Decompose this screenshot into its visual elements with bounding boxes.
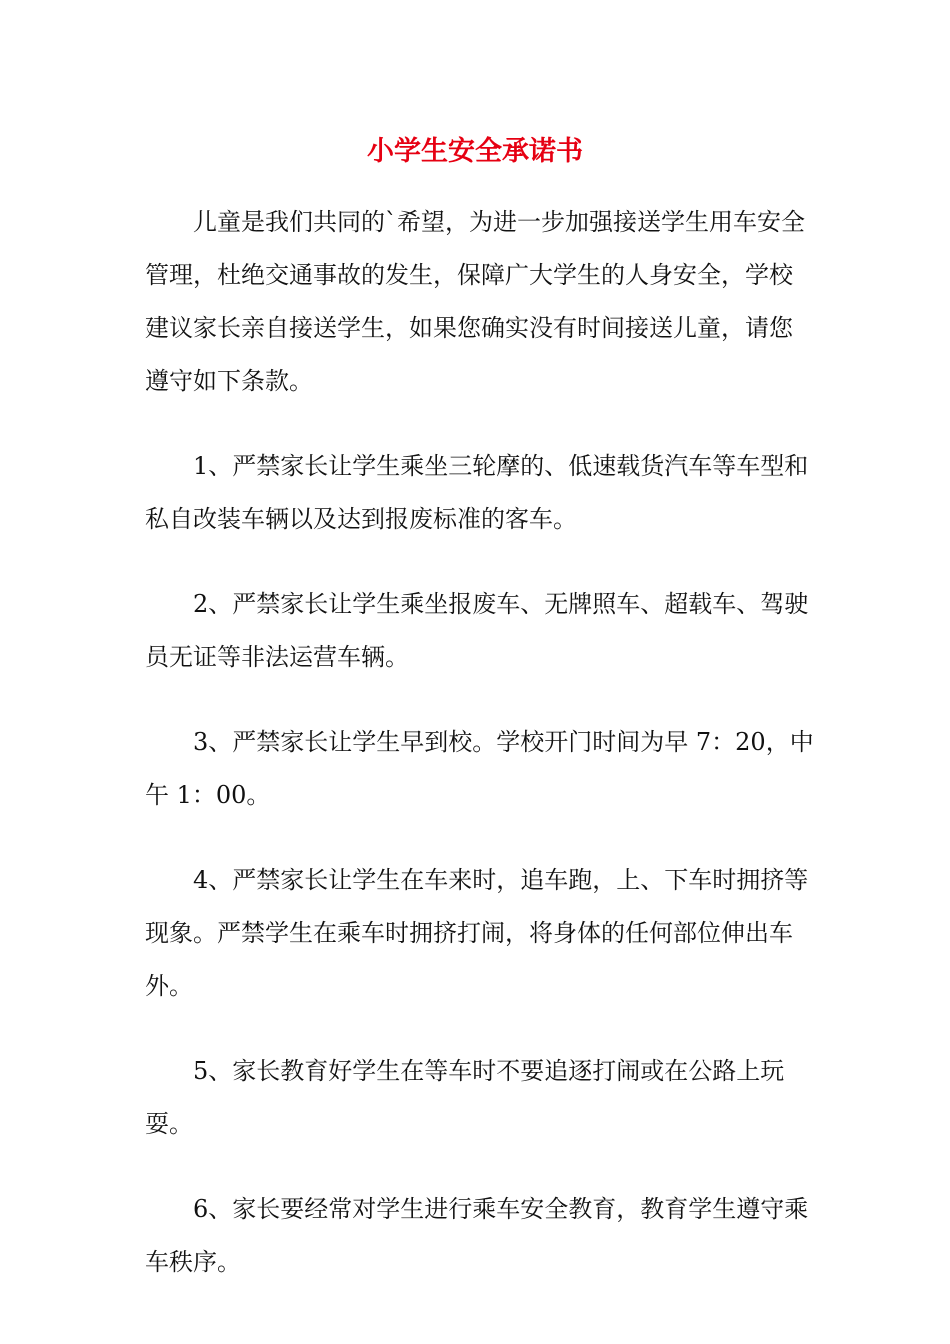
clause-2: 2、严禁家长让学生乘坐报废车、无牌照车、超载车、驾驶 员无证等非法运营车辆。 xyxy=(145,590,809,671)
clause-6: 6、家长要经常对学生进行乘车安全教育，教育学生遵守乘 车秩序。 xyxy=(145,1195,809,1276)
document-title: 小学生安全承诺书 xyxy=(367,136,583,167)
clause-4: 4、严禁家长让学生在车来时，追车跑，上、下车时拥挤等 现象。严禁学生在乘车时拥挤打闹，将身体的任何部位伸出车 外。 xyxy=(145,866,809,1000)
clause-5: 5、家长教育好学生在等车时不要追逐打闹或在公路上玩耍。 xyxy=(145,1057,785,1138)
clause-3: 3、严禁家长让学生早到校。学校开门时间为早 7：20，中 午 1：00。 xyxy=(145,728,814,809)
document-body xyxy=(145,196,820,1289)
intro-paragraph: 儿童是我们共同的`希望，为进一步加强接送学生用车安全 管理，杜绝交通事故的发生，保障广大学生的人身安全，学校 建议家长亲自接送学生，如果您确实没有时间接送儿童，请您 遵守如下条款。 xyxy=(145,208,805,395)
clause-1: 1、严禁家长让学生乘坐三轮摩的、低速载货汽车等车型和 私自改装车辆以及达到报废标准的客车。 xyxy=(145,452,809,533)
